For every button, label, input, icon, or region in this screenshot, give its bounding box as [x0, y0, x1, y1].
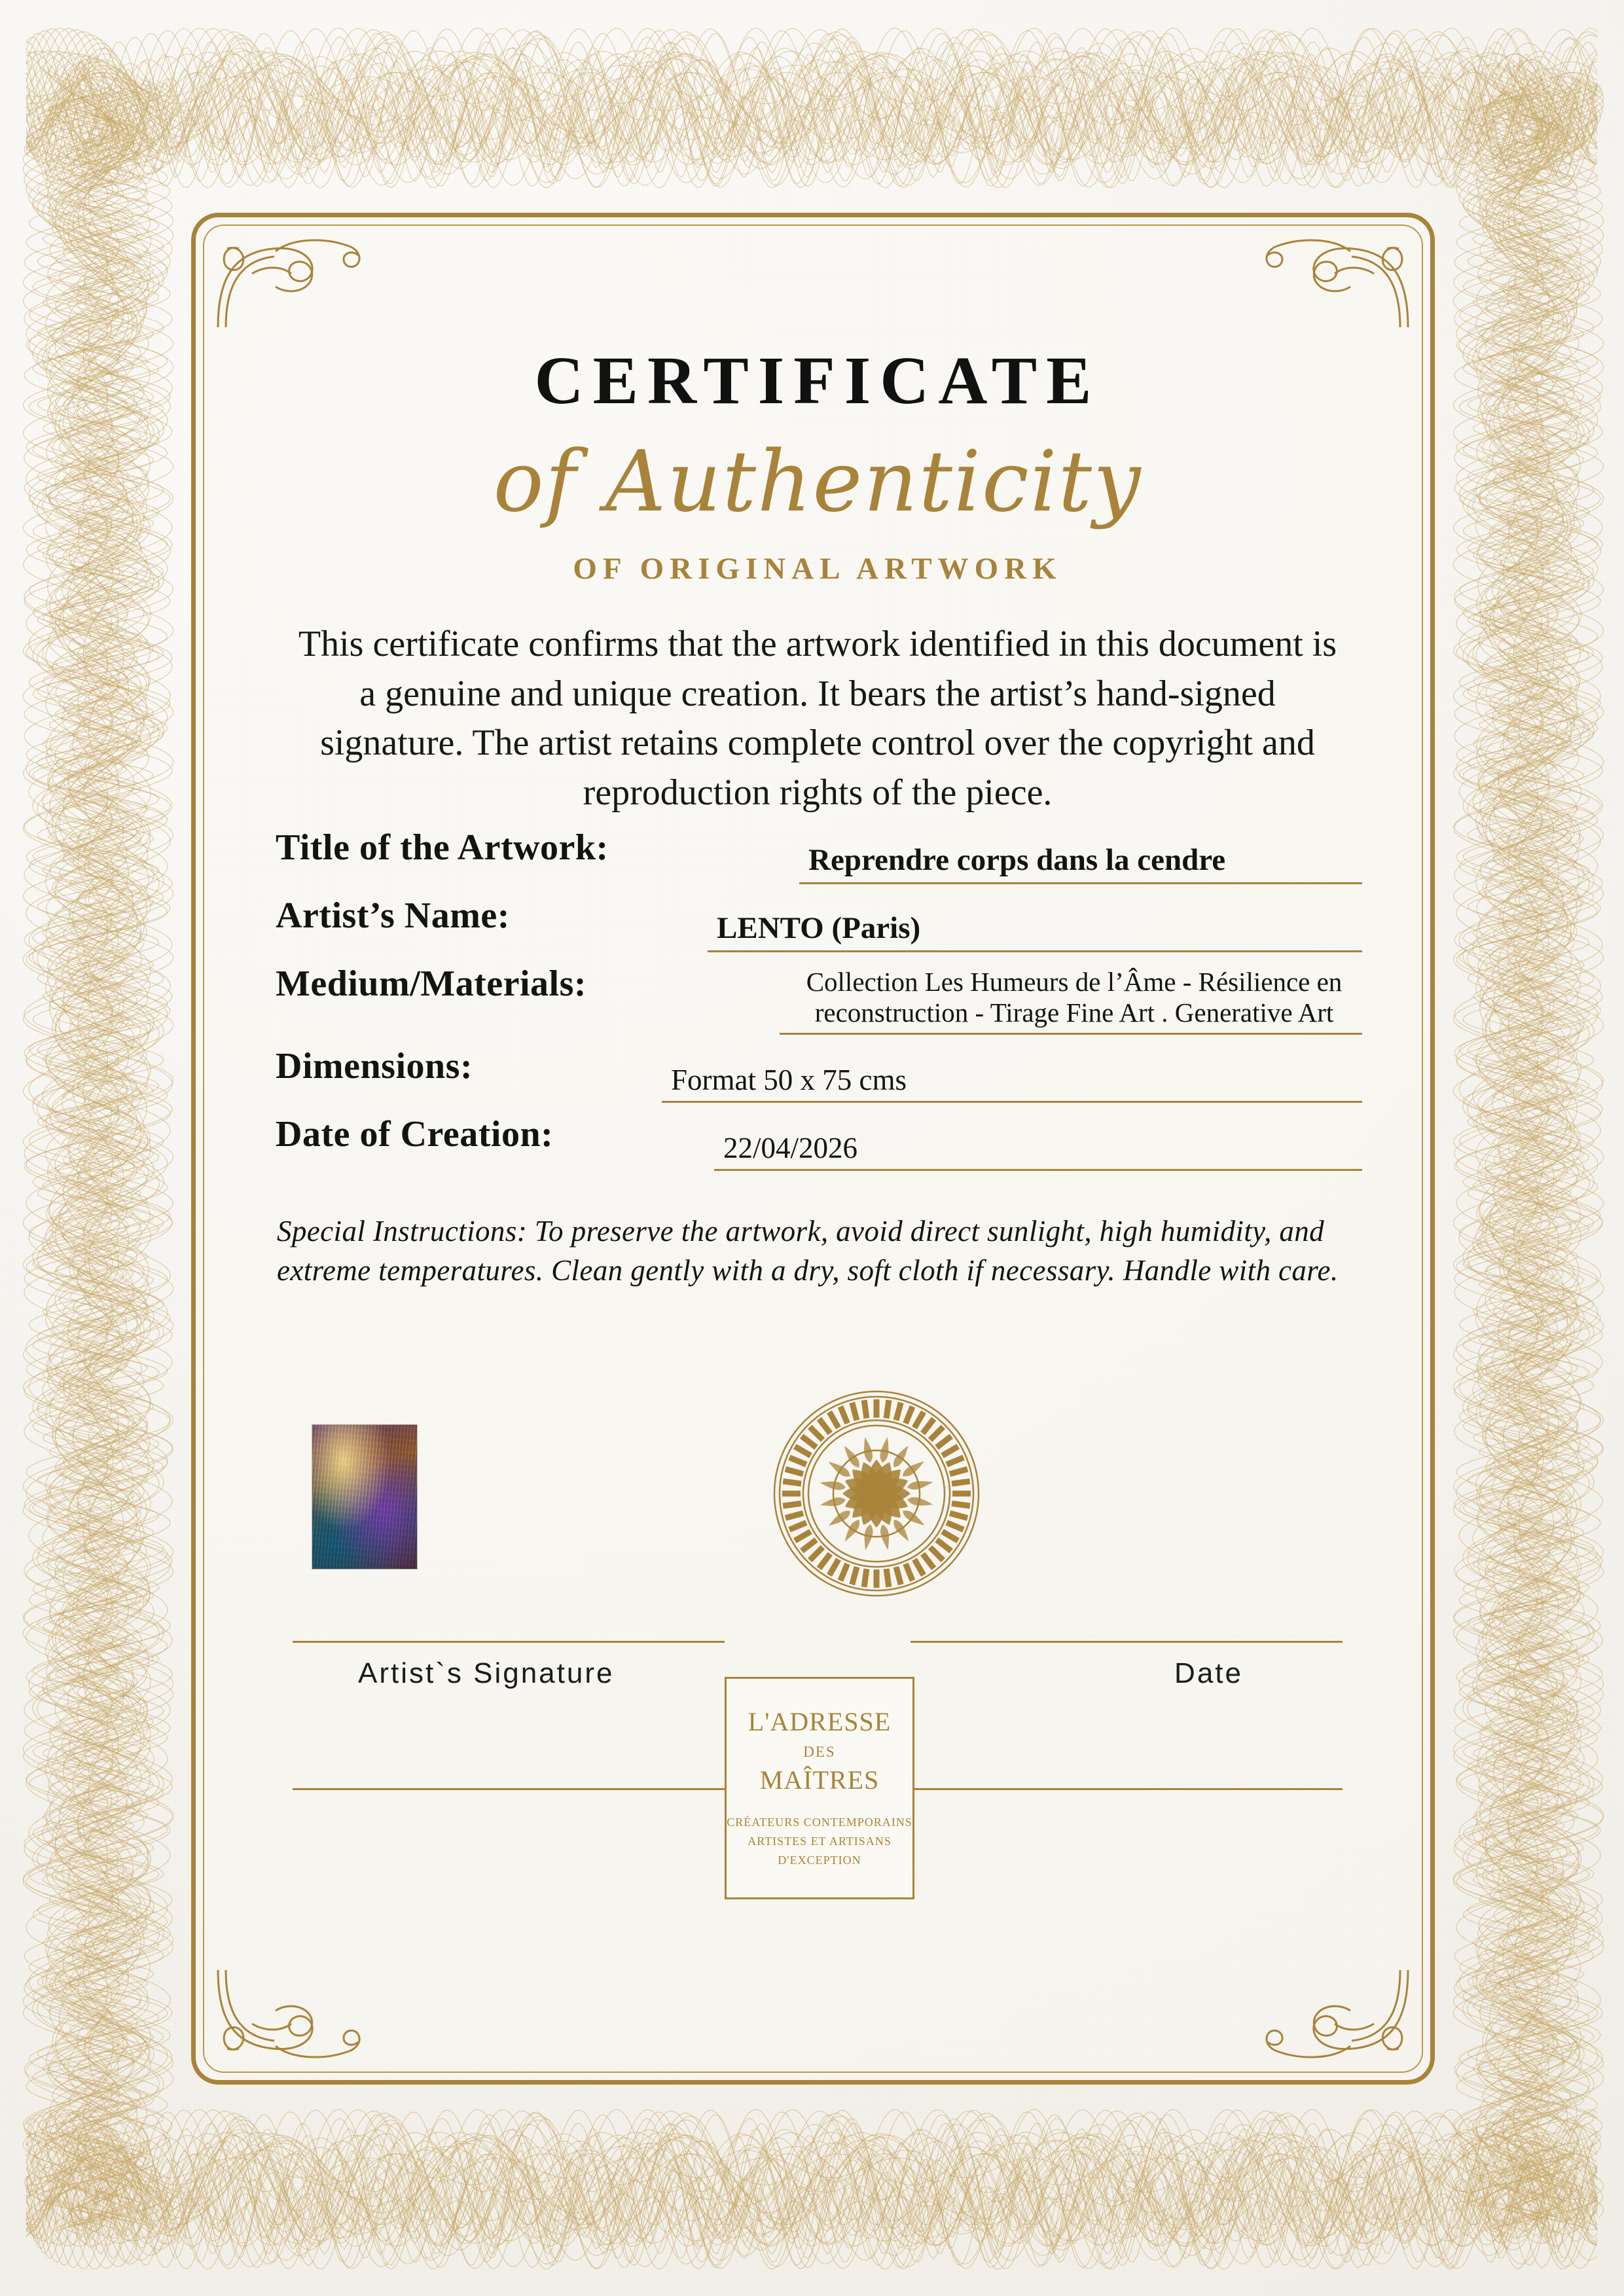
corner-ornament-icon [213, 1965, 370, 2063]
field-value-dimensions-wrap [662, 1063, 1362, 1103]
brand-logo-line-3: MAÎTRES [759, 1765, 880, 1795]
brand-logo [725, 1677, 914, 1899]
field-value-title[interactable]: Reprendre corps dans la cendre [808, 843, 1226, 878]
signature-caption-artist: Artist`s Signature [358, 1657, 615, 1689]
field-value-date-of-creation-wrap [714, 1131, 1362, 1171]
field-value-date-of-creation[interactable]: 22/04/2026 [723, 1131, 858, 1164]
signature-line-artist [293, 1641, 725, 1643]
field-row-date-of-creation [276, 1109, 1362, 1177]
field-row-artist [276, 891, 1362, 959]
field-value-artist-wrap [708, 910, 1362, 952]
fields-list [276, 823, 1362, 1177]
brand-logo-tagline-2: ARTISTES ET ARTISANS [748, 1835, 892, 1848]
artwork-thumbnail [312, 1425, 417, 1569]
corner-ornament-icon [213, 234, 370, 332]
brand-logo-line-2: DES [803, 1744, 836, 1760]
brand-logo-tagline-3: D'EXCEPTION [778, 1854, 861, 1867]
seal-rosette-icon [772, 1389, 981, 1598]
field-value-artist[interactable]: LENTO (Paris) [717, 911, 921, 946]
artwork-thumbnail-texture [312, 1425, 417, 1569]
brand-logo-tagline-1: CRÉATEURS CONTEMPORAINS [727, 1816, 912, 1829]
field-row-medium [276, 959, 1362, 1041]
field-label-artist: Artist’s Name: [276, 895, 510, 936]
field-value-medium-wrap [780, 967, 1362, 1035]
field-row-dimensions [276, 1041, 1362, 1109]
field-value-title-wrap [799, 842, 1362, 884]
field-value-dimensions[interactable]: Format 50 x 75 cms [671, 1063, 907, 1096]
corner-ornament-icon [1256, 1965, 1413, 2063]
intro-paragraph: This certificate confirms that the artwork identified in this document is a genuine and unique creation. It bears the artist’s hand-signed signature. The artist retains complete control over the copyright and reproduction rights of the piece. [298, 624, 1337, 813]
page-subtitle-script: of Authenticity [493, 433, 1142, 531]
page-subtitle: OF ORIGINAL ARTWORK [573, 552, 1062, 586]
page-title: CERTIFICATE [534, 343, 1101, 418]
field-row-title [276, 823, 1362, 891]
inner-frame [191, 213, 1435, 2085]
brand-logo-line-1: L'ADRESSE [748, 1707, 892, 1736]
bottom-rule-right [911, 1788, 1343, 1790]
field-label-date-of-creation: Date of Creation: [276, 1114, 554, 1155]
field-label-title: Title of the Artwork: [276, 827, 609, 868]
field-label-dimensions: Dimensions: [276, 1046, 473, 1086]
signature-caption-date: Date [1174, 1657, 1243, 1689]
field-label-medium: Medium/Materials: [276, 963, 587, 1004]
field-value-medium[interactable]: Collection Les Humeurs de l’Âme - Résilience en reconstruction - Tirage Fine Art . Generative Art [806, 966, 1343, 1028]
special-instructions: Special Instructions: To preserve the artwork, avoid direct sunlight, high humidity, and extreme temperatures. Clean gently with a dry, soft cloth if necessary. Handle with care. [277, 1215, 1339, 1287]
corner-ornament-icon [1256, 234, 1413, 332]
signature-line-date [911, 1641, 1343, 1643]
bottom-rule-left [293, 1788, 725, 1790]
